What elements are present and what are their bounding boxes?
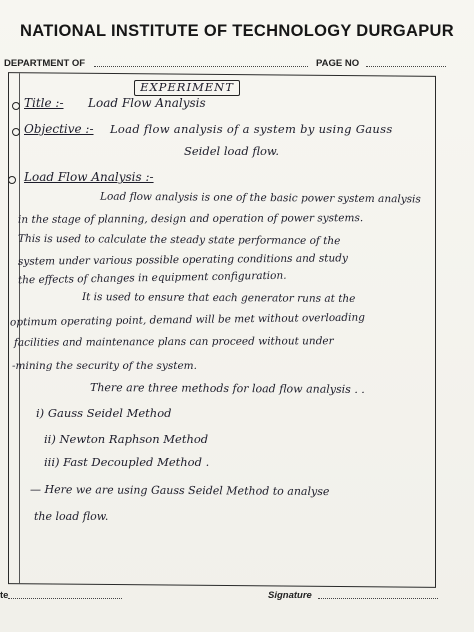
- objective-label: Objective :-: [24, 122, 94, 136]
- body-line-14: — Here we are using Gauss Seidel Method to analyse: [29, 482, 330, 499]
- body-line-2: in the stage of planning, design and operation of power systems.: [17, 212, 364, 226]
- date-dotted-line: [8, 598, 122, 599]
- body-line-4: system under various possible operating conditions and study: [17, 252, 348, 268]
- page-no-label: PAGE NO: [316, 58, 360, 69]
- body-line-10: There are three methods for load flow analysis . .: [89, 381, 365, 396]
- objective-line-2: Seidel load flow.: [184, 144, 280, 158]
- title-bullet-icon: [12, 102, 20, 110]
- body-line-6: It is used to ensure that each generator runs at the: [81, 291, 356, 305]
- experiment-heading-box: [134, 80, 240, 96]
- page-footer: [0, 588, 474, 618]
- body-line-15: the load flow.: [34, 510, 109, 523]
- body-line-9: -mining the security of the system.: [12, 360, 197, 372]
- signature-dotted-line: [318, 598, 438, 599]
- body-line-8: facilities and maintenance plans can proceed without under: [13, 335, 334, 349]
- department-label: DEPARTMENT OF: [4, 58, 86, 69]
- method-1: i) Gauss Seidel Method: [36, 406, 172, 420]
- department-dotted-line: [94, 66, 308, 67]
- body-line-5: the effects of changes in equipment configuration.: [17, 269, 287, 287]
- method-3: iii) Fast Decoupled Method .: [44, 455, 210, 469]
- body-line-3: This is used to calculate the steady state performance of the: [17, 232, 341, 248]
- body-line-1: Load flow analysis is one of the basic power system analysis: [99, 190, 421, 206]
- method-2: ii) Newton Raphson Method: [44, 432, 209, 446]
- institute-title: NATIONAL INSTITUTE OF TECHNOLOGY DURGAPUR: [20, 22, 454, 40]
- objective-line-1: Load flow analysis of a system by using Gauss: [110, 122, 393, 136]
- section-bullet-icon: [8, 176, 16, 184]
- title-label: Title :-: [24, 96, 64, 110]
- title-value: Load Flow Analysis: [88, 96, 206, 110]
- section-label: Load Flow Analysis :-: [24, 170, 154, 184]
- experiment-heading: EXPERIMENT: [140, 80, 234, 94]
- date-label-cut: te: [0, 590, 9, 601]
- signature-label: Signature: [268, 590, 312, 601]
- page-no-dotted-line: [366, 66, 446, 67]
- objective-bullet-icon: [12, 128, 20, 136]
- department-line: [4, 58, 470, 74]
- body-line-7: optimum operating point, demand will be met without overloading: [9, 311, 366, 329]
